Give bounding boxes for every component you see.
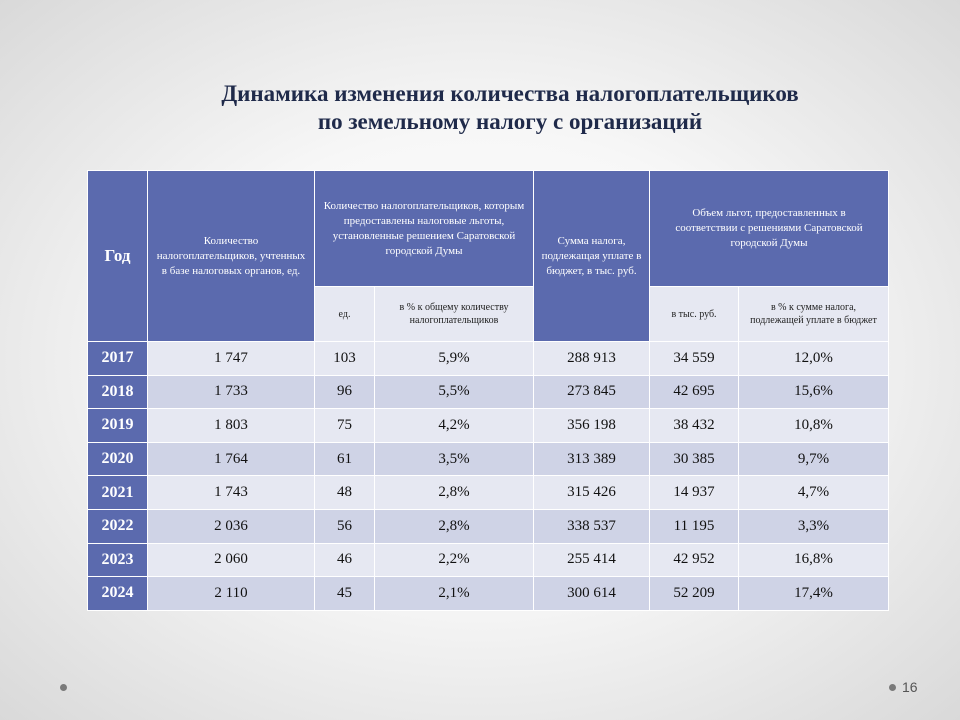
cell-benefit-pct: 2,8% [375,509,534,543]
subheader-thousand-rub: в тыс. руб. [650,287,739,342]
cell-benefit-rub: 30 385 [650,442,739,476]
cell-benefit-pct: 3,5% [375,442,534,476]
cell-benefit-rub: 42 695 [650,375,739,409]
subheader-pct-tax: в % к сумме налога, подлежащей уплате в бюджет [739,287,889,342]
header-tax-sum: Сумма налога, подлежащая уплате в бюджет, в тыс. руб. [534,171,650,342]
right-decor-dot [889,684,896,691]
left-decor-dot [60,684,67,691]
cell-benefit-pct: 2,8% [375,476,534,510]
cell-benefit-units: 61 [315,442,375,476]
cell-tax-sum: 356 198 [534,409,650,443]
cell-taxpayers: 1 743 [148,476,315,510]
table-row [88,409,889,443]
year-cell: 2020 [88,442,148,476]
cell-benefit-rub: 52 209 [650,577,739,611]
year-cell: 2024 [88,577,148,611]
cell-tax-sum: 273 845 [534,375,650,409]
cell-tax-sum: 313 389 [534,442,650,476]
cell-tax-sum: 255 414 [534,543,650,577]
cell-benefit-rub: 34 559 [650,342,739,376]
cell-benefit-pct-tax: 3,3% [739,509,889,543]
cell-tax-sum: 315 426 [534,476,650,510]
cell-benefit-units: 48 [315,476,375,510]
cell-benefit-pct-tax: 17,4% [739,577,889,611]
year-cell: 2022 [88,509,148,543]
year-cell: 2021 [88,476,148,510]
cell-taxpayers: 2 036 [148,509,315,543]
cell-taxpayers: 2 060 [148,543,315,577]
table-row [88,577,889,611]
cell-benefit-rub: 38 432 [650,409,739,443]
table-row [88,342,889,376]
table-body [88,342,889,611]
year-cell: 2023 [88,543,148,577]
year-cell: 2019 [88,409,148,443]
year-cell: 2017 [88,342,148,376]
table-row [88,442,889,476]
cell-benefit-units: 103 [315,342,375,376]
title-line-1: Динамика изменения количества налогоплательщиков [221,81,799,106]
cell-benefit-units: 56 [315,509,375,543]
cell-benefit-units: 45 [315,577,375,611]
subheader-pct-taxpayers: в % к общему количеству налогоплательщиков [375,287,534,342]
subheader-units: ед. [315,287,375,342]
cell-benefit-units: 75 [315,409,375,443]
header-benefits-count: Количество налогоплательщиков, которым предоставлены налоговые льготы, установленные решением Саратовской городской Думы [315,171,534,287]
cell-taxpayers: 1 803 [148,409,315,443]
cell-taxpayers: 2 110 [148,577,315,611]
table-row [88,375,889,409]
header-year: Год [88,171,148,342]
header-benefits-volume: Объем льгот, предоставленных в соответствии с решениями Саратовской городской Думы [650,171,889,287]
cell-benefit-rub: 42 952 [650,543,739,577]
cell-benefit-units: 96 [315,375,375,409]
cell-tax-sum: 300 614 [534,577,650,611]
cell-benefit-units: 46 [315,543,375,577]
cell-benefit-pct-tax: 9,7% [739,442,889,476]
taxpayers-table [87,170,889,611]
cell-benefit-pct: 4,2% [375,409,534,443]
table-row [88,509,889,543]
cell-benefit-pct-tax: 15,6% [739,375,889,409]
cell-taxpayers: 1 764 [148,442,315,476]
cell-benefit-pct: 5,9% [375,342,534,376]
cell-benefit-pct-tax: 12,0% [739,342,889,376]
year-cell: 2018 [88,375,148,409]
cell-tax-sum: 338 537 [534,509,650,543]
cell-benefit-pct: 5,5% [375,375,534,409]
cell-benefit-pct: 2,2% [375,543,534,577]
cell-taxpayers: 1 747 [148,342,315,376]
table-row [88,476,889,510]
cell-benefit-pct-tax: 16,8% [739,543,889,577]
cell-benefit-rub: 11 195 [650,509,739,543]
title-line-2: по земельному налогу с организаций [317,109,703,134]
page-title [80,80,940,136]
cell-benefit-rub: 14 937 [650,476,739,510]
cell-benefit-pct-tax: 10,8% [739,409,889,443]
cell-tax-sum: 288 913 [534,342,650,376]
header-taxpayers: Количество налогоплательщиков, учтенных в базе налоговых органов, ед. [148,171,315,342]
cell-benefit-pct-tax: 4,7% [739,476,889,510]
page-number: 16 [902,679,918,695]
table-row [88,543,889,577]
cell-benefit-pct: 2,1% [375,577,534,611]
cell-taxpayers: 1 733 [148,375,315,409]
